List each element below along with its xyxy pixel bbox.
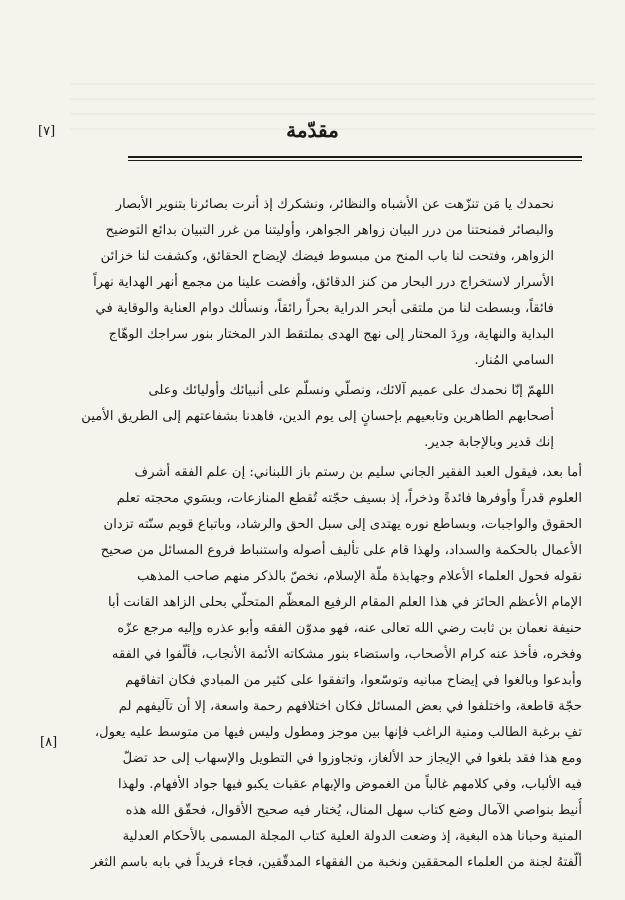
text-line: وأبدعوا وبالغوا في إيضاح مبانيه وتوسّعوا، واتفقوا على كثير من المبادي فكان اتفاقهم xyxy=(125,673,582,688)
text-line: أما بعد، فيقول العبد الفقير الجاني سليم بن رستم باز اللبناني: إن علم الفقه أشرف xyxy=(134,465,582,480)
text-line: حنيفة نعمان بن ثابت رضي الله تعالى عنه، فهو مدوّن الفقه وأبو عذره وإليه مرجع عزّه xyxy=(117,621,582,636)
page-break-marker: [٨] xyxy=(40,735,58,750)
text-line: اللهمّ إنّا نحمدك على عميم آلائك، ونصلّي ونسلّم على أنبيائك وأوليائك وعلى xyxy=(148,383,554,398)
title-divider-thin xyxy=(128,160,582,161)
paragraph xyxy=(48,378,582,456)
title-divider xyxy=(128,156,582,158)
paragraph xyxy=(48,192,582,374)
text-line: حجّة قاطعة، واختلفوا في بعض المسائل فكان اختلافهم رحمة واسعة، إلا أن تآليفهم لم xyxy=(118,699,582,714)
body-text xyxy=(48,192,582,876)
text-line: فائقاً، وبسطت لنا من ملتقى أبحر الدراية بحراً رائقاً، ونسألك دوام العناية والوقاية في xyxy=(95,301,554,316)
page-number-marker: [٧] xyxy=(38,124,56,139)
text-line: ألّفتهُ لجنة من العلماء المحققين ونخبة من الفقهاء المدقّقين، فجاء فريداً في بابه باسم الثغر xyxy=(90,855,582,870)
text-line: الإمام الأعظم الحائز في هذا العلم المقام الرفيع المعظّم المتحلّي بحلى الزاهد القانت أبا xyxy=(108,595,582,610)
text-line: الزواهر، وفتحت لنا باب المنح من مبسوط فيضك لإيضاح الحقائق، وكشفت لنا خزائن xyxy=(100,249,554,264)
text-line: العلوم قدراً وأوفرها فائدةً وذخراً، إذ بسيف حجّته تُقطع المنازعات، وبسَوي محجته تعلم xyxy=(116,491,582,506)
text-line: أصحابهم الطاهرين وتابعيهم بإحسانٍ إلى يوم الدين، فاهدنا بشفاعتهم إلى الطريق الأمين xyxy=(81,409,554,424)
paragraph xyxy=(48,460,582,876)
text-line: نحمدك يا مَن تنزّهت عن الأشباه والنظائر، ونشكرك إذ أنرت بصائرنا بتنوير الأبصار xyxy=(115,197,554,212)
text-line: ومع هذا فقد بلغوا في الإيجاز حد الألغاز، وتجاوزوا في التطويل والإسهاب إلى حد تضلّ xyxy=(122,751,582,766)
text-line: السامي المُنار. xyxy=(474,353,554,368)
text-line: الأعمال بالحكمة والسداد، ولهذا قام على تأليف أصوله واستنباط فروع المسائل من صحيح xyxy=(100,543,582,558)
text-line: إنك قدير وبالإجابة جدير. xyxy=(424,435,554,450)
text-line: تفِ برغبة الطالب ومنية الراغب فإنها بين موجز ومطول وليس فيها من متوسط عليه يعول، xyxy=(94,725,582,740)
text-line: وفخره، فأخذ عنه كرام الأصحاب، واستضاء بنور مشكاته الأئمة الأنجاب، فألّفوا في الفقه xyxy=(111,647,582,662)
text-line: والبصائر فمنحتنا من درر البيان زواهر الجواهر، وأوليتنا من غرر التبيان بدائع التوضيح xyxy=(105,223,554,238)
text-line: أُنيط بنواصي الآمال وضع كتاب سهل المنال، يُختار فيه صحيح الأقوال، فحقّق الله هذه xyxy=(125,803,582,818)
text-line: الأسرار لاستخراج درر البحار من كنز الدقائق، وأفضت علينا من مجمع أنهر الهداية نهراً xyxy=(93,275,554,290)
text-line: المنية وحبانا هذه البغية، إذ وضعت الدولة العلية كتاب المجلة المسمى بالأحكام العدلية xyxy=(122,829,582,844)
text-line: البداية والنهاية، ورِدَ المحتار إلى نهج الهدى بملتقط الدر المختار بنور سراجك الوهّاج xyxy=(108,327,554,342)
page-title: مقدّمة xyxy=(286,118,339,142)
text-line: فيه الألباب، وفي كلامهم غالباً من الغموض والإبهام عقبات يكبو فيها جواد الأفهام. ولهذا xyxy=(118,777,582,792)
text-line: نقوله فحول العلماء الأعلام وجهابذة ملّة الإسلام، نخصّ بالذكر منهم صاحب المذهب xyxy=(137,569,582,584)
text-line: الحقوق والواجبات، وبساطع نوره يهتدى إلى سبل الحق والرشاد، وباتباع قويم سنّته تزدان xyxy=(103,517,582,532)
